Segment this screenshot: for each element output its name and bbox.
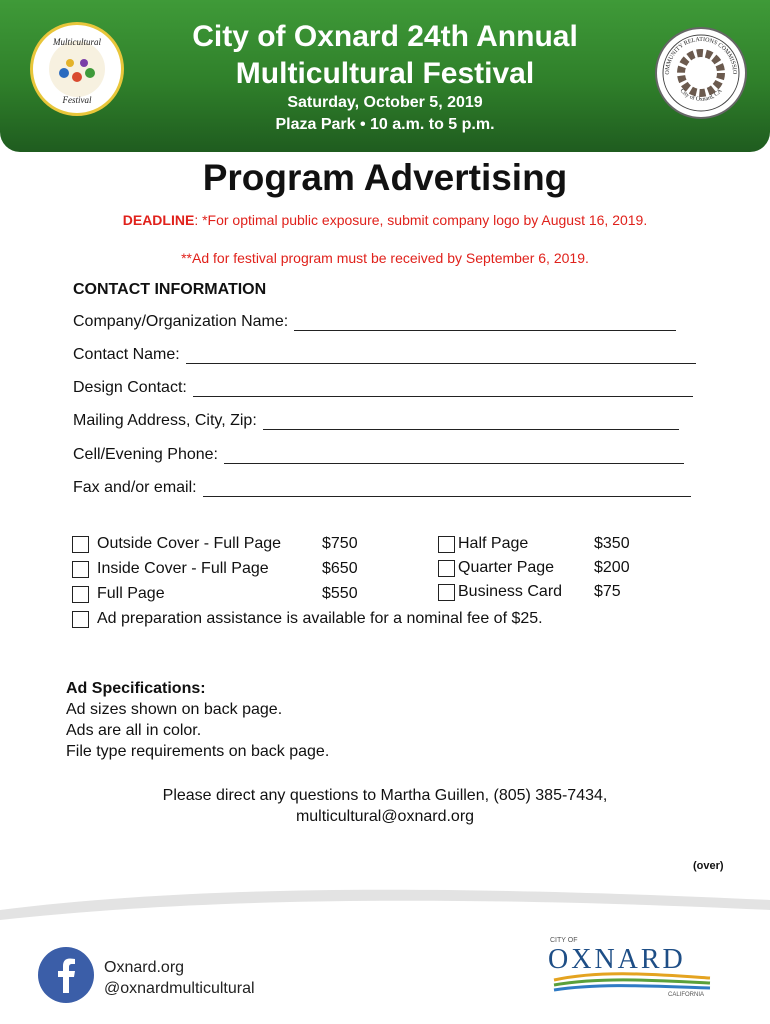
specs-title: Ad Specifications: <box>66 680 206 697</box>
inside-cover-price: $650 <box>322 560 358 577</box>
phone-field[interactable] <box>73 446 684 464</box>
specs-line: Ad sizes shown on back page. <box>66 701 283 718</box>
facebook-icon[interactable] <box>38 947 94 1003</box>
design-contact-line[interactable] <box>193 381 693 397</box>
svg-text:CALIFORNIA: CALIFORNIA <box>668 992 705 998</box>
svg-text:City of Oxnard, CA: City of Oxnard, CA <box>678 88 724 103</box>
design-contact-label: Design Contact: <box>73 379 187 396</box>
business-card-checkbox[interactable] <box>438 584 455 601</box>
contact-name-line[interactable] <box>186 348 696 364</box>
phone-label: Cell/Evening Phone: <box>73 446 218 463</box>
commission-seal-art <box>657 29 745 117</box>
full-page-checkbox[interactable] <box>72 586 89 603</box>
specs-line: Ads are all in color. <box>66 722 202 739</box>
questions-contact <box>0 785 770 827</box>
ad-assistance-checkbox[interactable] <box>72 611 89 628</box>
option-half-page[interactable] <box>438 535 528 553</box>
half-page-label: Half Page <box>458 535 529 552</box>
option-business-card[interactable] <box>438 583 562 601</box>
decorative-swoosh <box>0 880 770 930</box>
over-note: (over) <box>693 860 724 872</box>
svg-text:OXNARD: OXNARD <box>548 944 686 975</box>
mailing-address-label: Mailing Address, City, Zip: <box>73 412 257 429</box>
questions-line: Please direct any questions to Martha Guillen, (805) 385-7434, <box>162 787 608 804</box>
outside-cover-label: Outside Cover - Full Page <box>97 535 282 552</box>
business-card-label: Business Card <box>458 583 563 600</box>
design-contact-field[interactable] <box>73 379 693 397</box>
full-page-price: $550 <box>322 585 358 602</box>
company-name-line[interactable] <box>294 315 676 331</box>
phone-line[interactable] <box>224 448 684 464</box>
svg-text:COMMUNITY RELATIONS COMMISSION: OMMUNITY RELATIONS COMMISSIO <box>664 36 738 75</box>
option-quarter-page[interactable] <box>438 559 554 577</box>
fax-email-field[interactable] <box>73 479 691 497</box>
mailing-address-field[interactable] <box>73 412 679 430</box>
festival-location: Plaza Park • 10 a.m. to 5 p.m. <box>275 116 495 133</box>
ad-specifications <box>66 678 329 762</box>
questions-email[interactable]: multicultural@oxnard.org <box>295 808 475 825</box>
half-page-price: $350 <box>594 535 630 552</box>
contact-name-field[interactable] <box>73 346 696 364</box>
social-links <box>104 957 255 999</box>
specs-line: File type requirements on back page. <box>66 743 330 760</box>
contact-name-label: Contact Name: <box>73 346 180 363</box>
deadline-label: DEADLINE <box>122 212 195 228</box>
svg-text:Multicultural: Multicultural <box>53 37 101 47</box>
svg-text:Festival: Festival <box>62 95 92 105</box>
inside-cover-label: Inside Cover - Full Page <box>97 560 269 577</box>
facebook-glyph <box>38 947 94 1003</box>
half-page-checkbox[interactable] <box>438 536 455 553</box>
mailing-address-line[interactable] <box>263 414 679 430</box>
outside-cover-price: $750 <box>322 535 358 552</box>
fax-email-label: Fax and/or email: <box>73 479 197 496</box>
option-inside-cover[interactable] <box>72 560 269 578</box>
full-page-label: Full Page <box>97 585 165 602</box>
city-of-oxnard-logo <box>540 930 720 1010</box>
quarter-page-price: $200 <box>594 559 630 576</box>
option-outside-cover[interactable] <box>72 535 281 553</box>
svg-text:CITY OF: CITY OF <box>550 937 578 944</box>
option-ad-assistance[interactable] <box>72 610 543 628</box>
ad-assistance-label: Ad preparation assistance is available for a nominal fee of $25. <box>97 610 543 627</box>
website-link[interactable]: Oxnard.org <box>104 959 185 976</box>
community-relations-commission-seal <box>655 27 747 119</box>
festival-date: Saturday, October 5, 2019 <box>287 94 483 111</box>
program-deadline-note: **Ad for festival program must be received by September 6, 2019. <box>181 250 589 266</box>
deadline-text: : *For optimal public exposure, submit company logo by August 16, 2019. <box>194 212 648 228</box>
quarter-page-checkbox[interactable] <box>438 560 455 577</box>
festival-title-line2: Multicultural Festival <box>235 57 535 90</box>
page-title: Program Advertising <box>202 157 568 198</box>
business-card-price: $75 <box>594 583 621 600</box>
contact-section-title: CONTACT INFORMATION <box>73 281 267 298</box>
company-name-field[interactable] <box>73 313 676 331</box>
outside-cover-checkbox[interactable] <box>72 536 89 553</box>
fax-email-line[interactable] <box>203 481 691 497</box>
quarter-page-label: Quarter Page <box>458 559 555 576</box>
deadline-note <box>0 212 770 228</box>
option-full-page[interactable] <box>72 585 165 603</box>
company-name-label: Company/Organization Name: <box>73 313 289 330</box>
festival-title-line1: City of Oxnard 24th Annual <box>192 20 578 53</box>
social-handle[interactable]: @oxnardmulticultural <box>104 980 255 997</box>
inside-cover-checkbox[interactable] <box>72 561 89 578</box>
